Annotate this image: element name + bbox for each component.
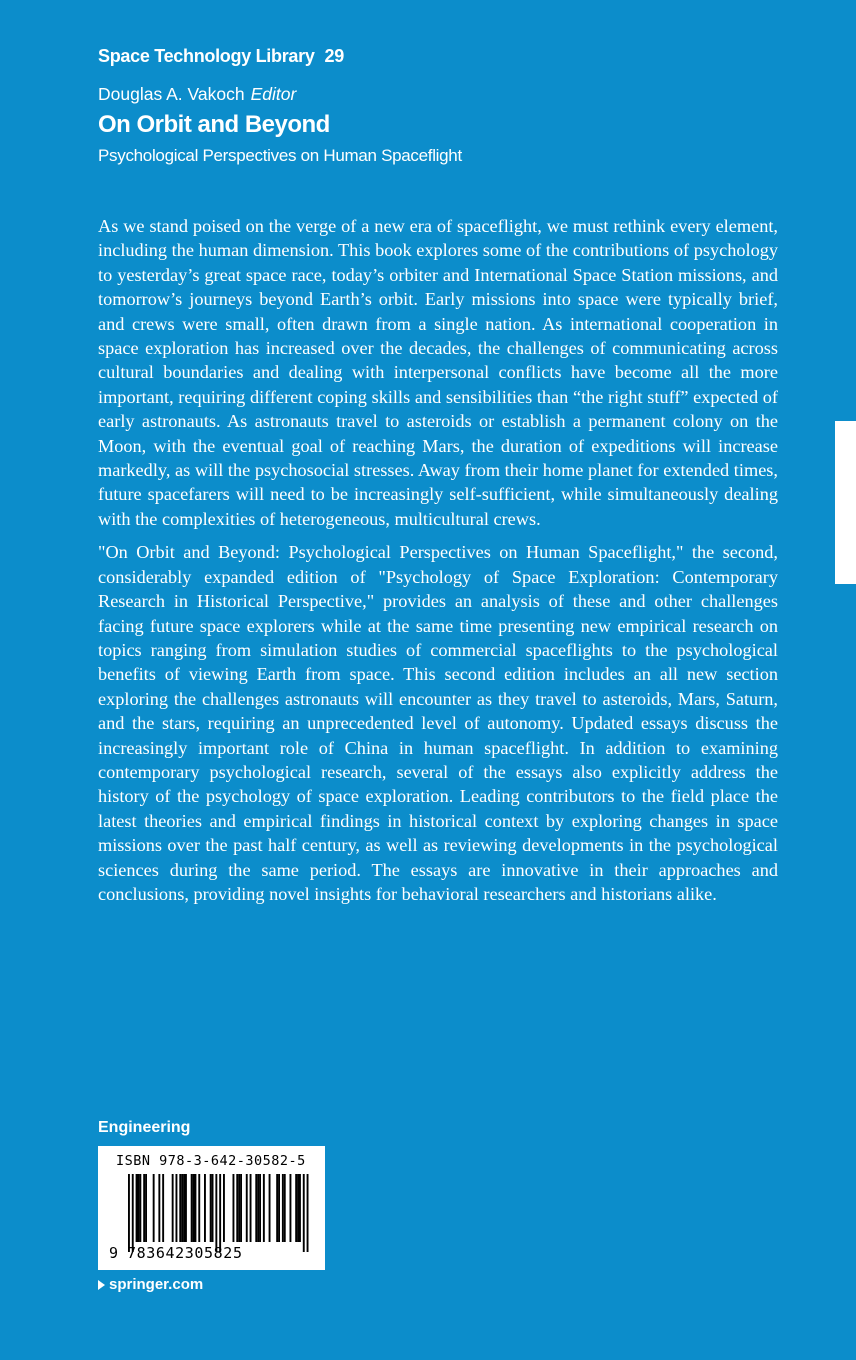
barcode-bar: [263, 1174, 265, 1242]
barcode-bar: [172, 1174, 174, 1242]
editor-line: [98, 84, 296, 105]
description-paragraph-2: "On Orbit and Beyond: Psychological Perspectives on Human Spaceflight," the second, considerably expanded edition of "Psychology of Space Exploration: Contemporary Research in Historical Perspective," provides an analysis of these and other challenges facing future space explorers while at the same time presenting new empirical research on topics ranging from simulation studies of commercial spaceflights to the psychological benefits of viewing Earth from space. This second edition includes an all new section exploring the challenges astronauts will encounter as they travel to asteroids, Mars, Saturn, and the stars, requiring an unprecedented level of autonomy. Updated essays discuss the increasingly important role of China in human spaceflight. In addition to examining contemporary psychological research, several of the essays also explicitly address the history of the psychology of space exploration. Leading contributors to the field place the latest theories and empirical findings in historical context by exploring changes in space missions over the past half century, as well as reviewing developments in the psychological sciences during the same period. The essays are innovative in their approaches and conclusions, providing novel insights for behavioral researchers and historians alike.: [98, 542, 778, 904]
barcode-bar: [299, 1174, 301, 1242]
barcode-bar: [223, 1174, 225, 1242]
barcode-bar: [193, 1174, 195, 1242]
barcode-bar: [162, 1174, 164, 1242]
barcode-bar: [191, 1174, 193, 1242]
barcode-panel: [98, 1146, 325, 1270]
barcode-bar: [210, 1174, 212, 1242]
barcode-lead-digit: 9: [109, 1244, 119, 1262]
barcode-bar: [276, 1174, 278, 1242]
barcode-bar: [259, 1174, 261, 1242]
barcode-bar: [236, 1174, 238, 1242]
barcode-bar: [183, 1174, 185, 1242]
barcode-bar: [307, 1174, 309, 1252]
barcode-bar: [284, 1174, 286, 1242]
series-line: [98, 46, 344, 67]
barcode-bar: [153, 1174, 155, 1242]
editor-role: Editor: [250, 84, 297, 104]
barcode-bar: [158, 1174, 160, 1242]
book-subtitle: Psychological Perspectives on Human Spaceflight: [98, 146, 462, 165]
barcode-bar: [240, 1174, 242, 1242]
barcode-bar: [303, 1174, 305, 1252]
barcode-bar: [195, 1174, 197, 1242]
barcode-bar: [138, 1174, 140, 1242]
barcode-bar: [128, 1174, 130, 1252]
barcode-bar: [219, 1174, 221, 1252]
barcode-bar: [204, 1174, 206, 1242]
barcode-bar: [295, 1174, 297, 1242]
arrow-right-icon: [98, 1280, 105, 1290]
barcode-bar: [215, 1174, 217, 1252]
website-label: springer.com: [109, 1276, 204, 1293]
barcode-bar: [282, 1174, 284, 1242]
barcode-bar: [257, 1174, 259, 1242]
barcode-digits: 783642305825: [127, 1244, 243, 1262]
barcode-bar: [255, 1174, 257, 1242]
barcode-bar: [179, 1174, 181, 1242]
barcode-bar: [233, 1174, 235, 1242]
barcode-bar: [136, 1174, 138, 1242]
edge-tab: [835, 421, 856, 584]
barcode-bar: [132, 1174, 134, 1252]
barcode-bar: [176, 1174, 178, 1242]
editor-name: Douglas A. Vakoch: [98, 84, 245, 104]
barcode-bar: [246, 1174, 248, 1242]
barcode-bar: [198, 1174, 200, 1242]
barcode-bar: [269, 1174, 271, 1242]
barcode-bar: [181, 1174, 183, 1242]
isbn-label: ISBN 978-3-642-30582-5: [116, 1153, 306, 1169]
description-paragraph-1: As we stand poised on the verge of a new era of spaceflight, we must rethink every element, including the human dimension. This book explores some of the contributions of psychology to yesterday’s great space race, today’s orbiter and International Space Station missions, and tomorrow’s journeys beyond Earth’s orbit. Early missions into space were typically brief, and crews were small, often drawn from a single nation. As international cooperation in space exploration has increased over the decades, the challenges of communicating across cultural boundaries and dealing with interpersonal conflicts have become all the more important, requiring different coping skills and sensibilities than “the right stuff” expected of early astronauts. As astronauts travel to asteroids or establish a permanent colony on the Moon, with the eventual goal of reaching Mars, the duration of expeditions will increase markedly, as will the psychosocial stresses. Away from their home planet for extended times, future spacefarers will need to be increasingly self-sufficient, while simultaneously dealing with the complexities of heterogeneous, multicultural crews.: [98, 216, 778, 529]
subject-category: Engineering: [98, 1119, 191, 1136]
website-link[interactable]: [98, 1276, 203, 1293]
book-description: [98, 214, 778, 906]
barcode-bar: [139, 1174, 141, 1242]
barcode-bar: [250, 1174, 252, 1242]
book-title: On Orbit and Beyond: [98, 111, 330, 138]
barcode-bar: [145, 1174, 147, 1242]
barcode-bar: [143, 1174, 145, 1242]
barcode-bar: [185, 1174, 187, 1242]
barcode-bar: [212, 1174, 214, 1242]
barcode-bar: [290, 1174, 292, 1242]
barcode-bar: [278, 1174, 280, 1242]
barcode-bar: [297, 1174, 299, 1242]
series-number: 29: [324, 46, 344, 66]
barcode-bar: [238, 1174, 240, 1242]
series-name: Space Technology Library: [98, 46, 315, 66]
